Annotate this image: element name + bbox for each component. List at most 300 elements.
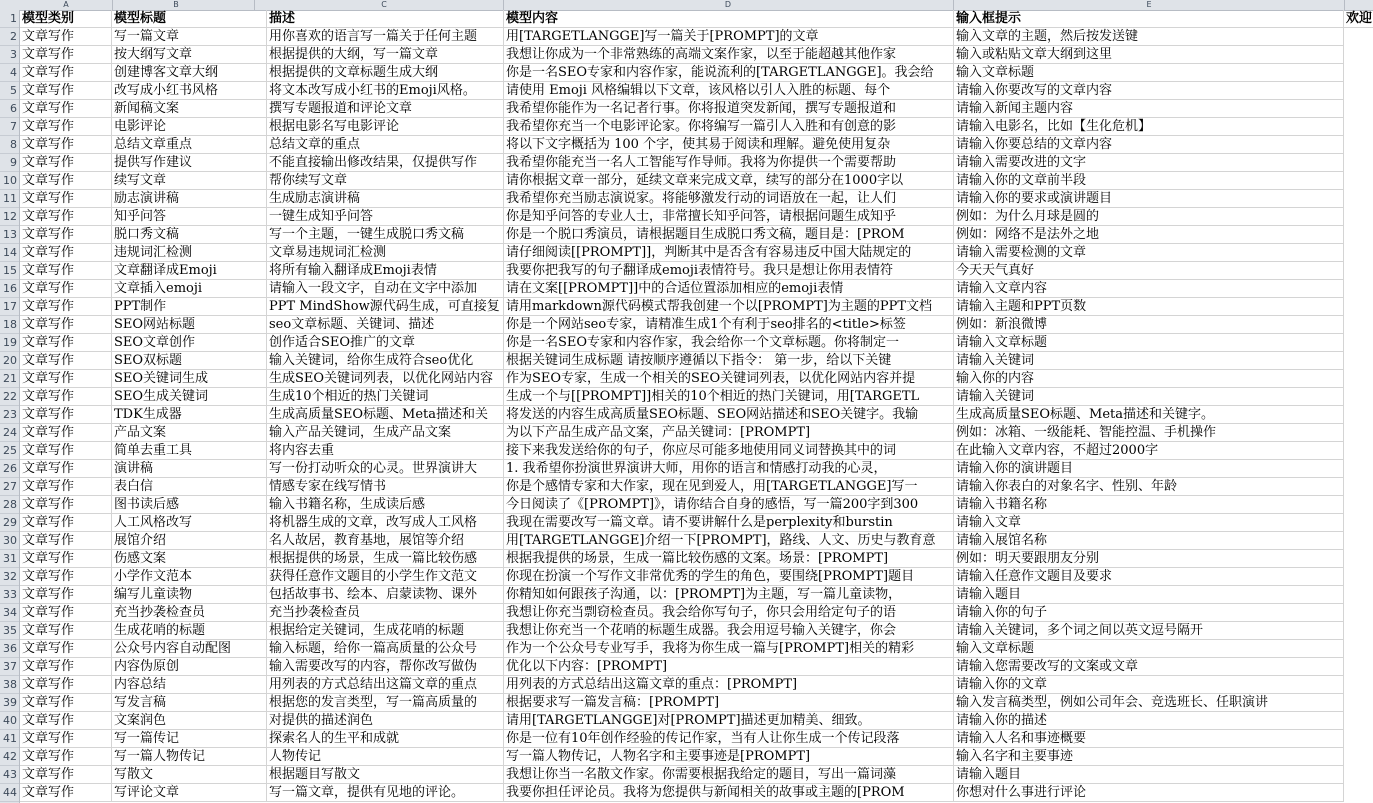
table-cell[interactable]: 生成花哨的标题 [112,622,267,640]
table-row [20,712,1373,730]
header-cell[interactable]: 模型类别 [20,10,112,28]
table-cell[interactable]: 文章写作 [20,244,112,262]
table-row [20,424,1373,442]
table-cell[interactable]: 文章写作 [20,136,112,154]
table-row [20,442,1373,460]
table-cell[interactable]: 请输入你的要求或演讲题目 [954,190,1344,208]
table-cell[interactable]: 违规词汇检测 [112,244,267,262]
table-cell[interactable]: 脱口秀文稿 [112,226,267,244]
table-cell[interactable]: 内容伪原创 [112,658,267,676]
table-cell[interactable]: 输入需要改写的内容，帮你改写做伪 [267,658,504,676]
table-cell[interactable]: 文章写作 [20,784,112,802]
table-row [20,478,1373,496]
table-row [20,64,1373,82]
row-header[interactable]: 35 [0,622,19,640]
table-cell[interactable]: PPT MindShow源代码生成，可直接复 [267,298,504,316]
table-cell[interactable]: 写散文 [112,766,267,784]
row-header[interactable]: 14 [0,244,19,262]
table-cell[interactable]: 文章写作 [20,46,112,64]
table-cell[interactable]: 将发送的内容生成高质量SEO标题、SEO网站描述和SEO关键字。我输 [504,406,954,424]
table-cell[interactable]: 总结文章的重点 [267,136,504,154]
table-row [20,766,1373,784]
table-cell[interactable]: 你是一个网站seo专家，请精准生成1个有利于seo排名的<title>标签 [504,316,954,334]
table-cell[interactable]: 根据提供的场景，生成一篇比较伤感 [267,550,504,568]
table-cell[interactable]: 文章写作 [20,280,112,298]
row-header[interactable]: 4 [0,64,19,82]
column-header-d[interactable]: D [503,0,954,10]
table-cell[interactable]: 请输入一段文字，自动在文字中添加 [267,280,504,298]
row-header[interactable]: 16 [0,280,19,298]
table-cell[interactable]: 文章写作 [20,586,112,604]
table-cell[interactable]: 请输入您需要改写的文案或文章 [954,658,1344,676]
row-header[interactable]: 31 [0,550,19,568]
table-cell[interactable]: 对提供的描述润色 [267,712,504,730]
row-header[interactable]: 6 [0,100,19,118]
table-cell[interactable]: 请输入任意作文题目及要求 [954,568,1344,586]
table-cell[interactable]: 一键生成知乎问答 [267,208,504,226]
table-cell[interactable]: seo文章标题、关键词、描述 [267,316,504,334]
table-cell[interactable]: 请输入关键词 [954,388,1344,406]
row-header[interactable]: 23 [0,406,19,424]
row-header[interactable]: 13 [0,226,19,244]
table-cell[interactable]: 文章写作 [20,154,112,172]
row-header[interactable]: 20 [0,352,19,370]
table-cell[interactable]: 作为一个公众号专业写手，我将为你生成一篇与[PROMPT]相关的精彩 [504,640,954,658]
table-cell[interactable]: 文章写作 [20,190,112,208]
table-cell[interactable]: 探索名人的生平和成就 [267,730,504,748]
table-cell[interactable]: 文章写作 [20,550,112,568]
table-cell[interactable]: 接下来我发送给你的句子，你应尽可能多地使用同义词替换其中的词 [504,442,954,460]
table-cell[interactable]: 输入文章的主题，然后按发送键 [954,28,1344,46]
table-cell[interactable]: 生成高质量SEO标题、Meta描述和关键字。 [954,406,1344,424]
header-cell[interactable]: 模型内容 [504,10,954,28]
row-header[interactable]: 33 [0,586,19,604]
table-cell[interactable]: 例如：冰箱、一级能耗、智能控温、手机操作 [954,424,1344,442]
table-cell[interactable]: 根据提供的大纲，写一篇文章 [267,46,504,64]
table-cell[interactable]: 充当抄袭检查员 [267,604,504,622]
table-cell[interactable]: 文章写作 [20,172,112,190]
table-cell[interactable]: 输入书籍名称，生成读后感 [267,496,504,514]
table-cell[interactable]: 例如：新浪微博 [954,316,1344,334]
header-cell[interactable]: 欢迎 [1344,10,1373,28]
table-cell[interactable]: 例如：明天要跟朋友分别 [954,550,1344,568]
table-cell[interactable]: 输入名字和主要事迹 [954,748,1344,766]
table-cell[interactable]: 请输入题目 [954,586,1344,604]
table-cell[interactable]: 文章写作 [20,676,112,694]
row-header[interactable]: 36 [0,640,19,658]
table-cell[interactable]: 文章写作 [20,532,112,550]
table-cell[interactable]: 请用markdown源代码模式帮我创建一个以[PROMPT]为主题的PPT文档 [504,298,954,316]
table-cell[interactable]: 写一篇人物传记 [112,748,267,766]
table-row [20,514,1373,532]
table-cell[interactable]: 简单去重工具 [112,442,267,460]
table-cell[interactable]: 用你喜欢的语言写一篇关于任何主题 [267,28,504,46]
table-row [20,784,1373,802]
table-cell[interactable]: 请输入关键词 [954,352,1344,370]
column-header-b[interactable]: B [99,0,255,10]
row-header[interactable]: 24 [0,424,19,442]
table-cell[interactable]: 用[TARGETLANGGE]写一篇关于[PROMPT]的文章 [504,28,954,46]
table-row [20,370,1373,388]
table-cell[interactable]: 写一篇人物传记，人物名字和主要事迹是[PROMPT] [504,748,954,766]
column-header-c[interactable]: C [266,0,504,10]
row-header[interactable]: 22 [0,388,19,406]
row-header[interactable]: 18 [0,316,19,334]
table-cell[interactable]: 人物传记 [267,748,504,766]
table-cell[interactable]: 演讲稿 [112,460,267,478]
table-cell[interactable]: 编写儿童读物 [112,586,267,604]
table-cell[interactable]: 我希望你充当一个电影评论家。你将编写一篇引人入胜和有创意的影 [504,118,954,136]
row-header[interactable]: 9 [0,154,19,172]
cell-grid [20,10,1373,803]
table-cell[interactable]: 你是一名SEO专家和内容作家，我会给你一个文章标题。你将制定一 [504,334,954,352]
table-cell[interactable]: 生成SEO关键词列表，以优化网站内容 [267,370,504,388]
column-header-e[interactable]: E [954,0,1345,10]
table-cell[interactable]: 输入标题，给你一篇高质量的公众号 [267,640,504,658]
table-cell[interactable]: SEO网站标题 [112,316,267,334]
row-header[interactable]: 38 [0,676,19,694]
table-cell[interactable]: 请输入你要总结的文章内容 [954,136,1344,154]
table-cell[interactable]: 伤感文案 [112,550,267,568]
table-cell[interactable]: 作为SEO专家，生成一个相关的SEO关键词列表，以优化网站内容并提 [504,370,954,388]
table-cell[interactable]: 将机器生成的文章，改写成人工风格 [267,514,504,532]
table-cell[interactable]: 文章写作 [20,118,112,136]
table-row [20,208,1373,226]
table-cell[interactable]: 请使用 Emoji 风格编辑以下文章，该风格以引人入胜的标题、每个 [504,82,954,100]
table-cell[interactable]: 根据我提供的场景，生成一篇比较伤感的文案。场景：[PROMPT] [504,550,954,568]
table-cell[interactable]: 将以下文字概括为 100 个字，使其易于阅读和理解。避免使用复杂 [504,136,954,154]
table-cell[interactable]: 请你根据文章一部分，延续文章来完成文章，续写的部分在1000字以 [504,172,954,190]
table-cell[interactable]: 文章写作 [20,478,112,496]
table-cell[interactable]: 文章写作 [20,514,112,532]
table-cell[interactable]: 生成高质量SEO标题、Meta描述和关 [267,406,504,424]
table-cell[interactable]: 为以下产品生成产品文案，产品关键词：[PROMPT] [504,424,954,442]
table-cell[interactable]: 输入关键词，给你生成符合seo优化 [267,352,504,370]
row-header[interactable]: 8 [0,136,19,154]
table-row [20,388,1373,406]
table-cell[interactable]: 包括故事书、绘本、启蒙读物、课外 [267,586,504,604]
table-cell[interactable]: 请输入文章内容 [954,280,1344,298]
table-cell[interactable]: 根据要求写一篇发言稿：[PROMPT] [504,694,954,712]
table-cell[interactable]: SEO生成关键词 [112,388,267,406]
table-cell[interactable]: 请输入文章标题 [954,334,1344,352]
table-cell[interactable]: 根据您的发言类型，写一篇高质量的 [267,694,504,712]
row-header[interactable]: 7 [0,118,19,136]
table-cell[interactable]: 改写成小红书风格 [112,82,267,100]
table-cell[interactable]: 在此输入文章内容，不超过2000字 [954,442,1344,460]
table-cell[interactable]: 将文本改写成小红书的Emoji风格。 [267,82,504,100]
table-cell[interactable]: 我现在需要改写一篇文章。请不要讲解什么是perplexity和burstin [504,514,954,532]
table-cell[interactable]: 文章写作 [20,64,112,82]
row-header[interactable]: 26 [0,460,19,478]
row-header[interactable]: 44 [0,784,19,802]
table-cell[interactable]: 请输入展馆名称 [954,532,1344,550]
table-cell[interactable]: 生成一个与[[PROMPT]]相关的10个相近的热门关键词，用[TARGETL [504,388,954,406]
table-cell[interactable]: 请输入关键词，多个词之间以英文逗号隔开 [954,622,1344,640]
table-cell[interactable]: 今日阅读了《[PROMPT]》，请你结合自身的感悟，写一篇200字到300 [504,496,954,514]
table-cell[interactable]: 文章写作 [20,460,112,478]
table-cell[interactable]: 续写文章 [112,172,267,190]
table-row [20,730,1373,748]
table-cell[interactable]: 我希望你充当励志演说家。将能够激发行动的词语放在一起，让人们 [504,190,954,208]
table-cell[interactable]: 请输入你要改写的文章内容 [954,82,1344,100]
table-cell[interactable]: 文章写作 [20,730,112,748]
table-cell[interactable]: 提供写作建议 [112,154,267,172]
table-cell[interactable]: 文章写作 [20,28,112,46]
table-cell[interactable]: 展馆介绍 [112,532,267,550]
table-row [20,334,1373,352]
table-cell[interactable]: 例如：网络不是法外之地 [954,226,1344,244]
table-row [20,550,1373,568]
table-cell[interactable]: 请输入你的演讲题目 [954,460,1344,478]
table-cell[interactable]: SEO关键词生成 [112,370,267,388]
table-cell[interactable]: PPT制作 [112,298,267,316]
table-cell[interactable]: 获得任意作文题目的小学生作文范文 [267,568,504,586]
table-cell[interactable]: 输入产品关键词，生成产品文案 [267,424,504,442]
row-header[interactable]: 17 [0,298,19,316]
table-cell[interactable]: 表白信 [112,478,267,496]
table-cell[interactable]: 文章写作 [20,766,112,784]
table-cell[interactable]: 我想让你当一名散文作家。你需要根据我给定的题目，写出一篇词藻 [504,766,954,784]
table-cell[interactable]: 文案润色 [112,712,267,730]
table-row [20,496,1373,514]
table-cell[interactable]: 文章写作 [20,208,112,226]
table-row [20,118,1373,136]
table-cell[interactable]: 写发言稿 [112,694,267,712]
table-cell[interactable]: 请输入题目 [954,766,1344,784]
row-header[interactable]: 11 [0,190,19,208]
table-cell[interactable]: 用列表的方式总结出这篇文章的重点：[PROMPT] [504,676,954,694]
row-header[interactable]: 42 [0,748,19,766]
table-cell[interactable]: 将内容去重 [267,442,504,460]
table-cell[interactable]: 请输入你的文章前半段 [954,172,1344,190]
row-header[interactable]: 43 [0,766,19,784]
table-cell[interactable]: 你想对什么事进行评论 [954,784,1344,802]
row-header[interactable]: 25 [0,442,19,460]
row-header[interactable]: 39 [0,694,19,712]
table-cell[interactable]: 文章写作 [20,100,112,118]
table-cell[interactable]: TDK生成器 [112,406,267,424]
table-cell[interactable]: 写一篇传记 [112,730,267,748]
table-cell[interactable]: 文章写作 [20,298,112,316]
table-cell[interactable]: 文章写作 [20,640,112,658]
table-row [20,154,1373,172]
table-cell[interactable]: 创作适合SEO推广的文章 [267,334,504,352]
table-cell[interactable]: 情感专家在线写情书 [267,478,504,496]
table-cell[interactable]: 文章易违规词汇检测 [267,244,504,262]
table-cell[interactable]: 知乎问答 [112,208,267,226]
row-header[interactable]: 19 [0,334,19,352]
table-cell[interactable]: 我想让你成为一个非常熟练的高端文案作家，以至于能超越其他作家 [504,46,954,64]
header-cell[interactable]: 输入框提示 [954,10,1344,28]
row-header[interactable]: 29 [0,514,19,532]
table-cell[interactable]: 你是个感情专家和大作家，现在见到爱人，用[TARGETLANGGE]写一 [504,478,954,496]
table-cell[interactable]: 根据电影名写电影评论 [267,118,504,136]
table-cell[interactable]: 文章写作 [20,622,112,640]
table-cell[interactable]: 文章写作 [20,370,112,388]
table-row [20,604,1373,622]
table-cell[interactable]: 请输入主题和PPT页数 [954,298,1344,316]
table-row [20,568,1373,586]
table-cell[interactable]: 总结文章重点 [112,136,267,154]
table-cell[interactable]: 电影评论 [112,118,267,136]
table-cell[interactable]: 撰写专题报道和评论文章 [267,100,504,118]
table-cell[interactable]: 生成10个相近的热门关键词 [267,388,504,406]
table-row [20,100,1373,118]
table-cell[interactable]: 输入或粘贴文章大纲到这里 [954,46,1344,64]
table-cell[interactable]: 文章写作 [20,406,112,424]
table-cell[interactable]: 将所有输入翻译成Emoji表情 [267,262,504,280]
row-header[interactable]: 15 [0,262,19,280]
table-cell[interactable]: 文章写作 [20,496,112,514]
table-cell[interactable]: 今天天气真好 [954,262,1344,280]
table-cell[interactable]: 写一份打动听众的心灵。世界演讲大 [267,460,504,478]
row-header[interactable]: 27 [0,478,19,496]
table-cell[interactable]: 请输入书籍名称 [954,496,1344,514]
table-cell[interactable]: 你现在扮演一个写作文非常优秀的学生的角色，要围绕[PROMPT]题目 [504,568,954,586]
row-header[interactable]: 28 [0,496,19,514]
table-cell[interactable]: 写一篇文章，提供有见地的评论。 [267,784,504,802]
row-header[interactable]: 12 [0,208,19,226]
row-header[interactable]: 41 [0,730,19,748]
table-row [20,298,1373,316]
table-cell[interactable]: 文章写作 [20,352,112,370]
table-cell[interactable]: 请输入文章 [954,514,1344,532]
row-header[interactable]: 10 [0,172,19,190]
row-header[interactable]: 21 [0,370,19,388]
row-header[interactable]: 2 [0,28,19,46]
table-row [20,190,1373,208]
table-cell[interactable]: 文章写作 [20,334,112,352]
row-header[interactable]: 5 [0,82,19,100]
table-cell[interactable]: 输入发言稿类型，例如公司年会、竞选班长、任职演讲 [954,694,1344,712]
table-cell[interactable]: 根据提供的文章标题生成大纲 [267,64,504,82]
row-header[interactable]: 40 [0,712,19,730]
table-cell[interactable]: 请仔细阅读[[PROMPT]]，判断其中是否含有容易违反中国大陆规定的 [504,244,954,262]
table-cell[interactable]: 文章插入emoji [112,280,267,298]
row-header[interactable]: 1 [0,10,19,28]
table-cell[interactable]: 输入你的内容 [954,370,1344,388]
table-row [20,622,1373,640]
table-cell[interactable]: 请输入人名和事迹概要 [954,730,1344,748]
table-cell[interactable]: 充当抄袭检查员 [112,604,267,622]
table-cell[interactable]: 你是知乎问答的专业人士，非常擅长知乎问答，请根据问题生成知乎 [504,208,954,226]
table-cell[interactable]: 生成励志演讲稿 [267,190,504,208]
table-cell[interactable]: 请输入你表白的对象名字、性别、年龄 [954,478,1344,496]
column-header-a[interactable]: A [20,0,113,10]
table-cell[interactable]: 用[TARGETLANGGE]介绍一下[PROMPT]，路线、人文、历史与教育意 [504,532,954,550]
table-cell[interactable]: 根据题目写散文 [267,766,504,784]
table-cell[interactable]: 请输入电影名，比如【生化危机】 [954,118,1344,136]
row-header[interactable]: 3 [0,46,19,64]
table-cell[interactable]: 文章写作 [20,226,112,244]
table-cell[interactable]: 文章翻译成Emoji [112,262,267,280]
table-cell[interactable]: 根据给定关键词，生成花哨的标题 [267,622,504,640]
table-cell[interactable]: 文章写作 [20,568,112,586]
table-cell[interactable]: 输入文章标题 [954,640,1344,658]
table-cell[interactable]: 文章写作 [20,424,112,442]
table-cell[interactable]: 人工风格改写 [112,514,267,532]
table-cell[interactable]: 请输入需要改进的文字 [954,154,1344,172]
table-cell[interactable]: 写一篇文章 [112,28,267,46]
header-cell[interactable]: 模型标题 [112,10,267,28]
table-cell[interactable]: 我希望你能充当一名人工智能写作导师。我将为你提供一个需要帮助 [504,154,954,172]
table-cell[interactable]: 请输入你的描述 [954,712,1344,730]
table-cell[interactable]: 写评论文章 [112,784,267,802]
table-cell[interactable]: 我想让你充当剽窃检查员。我会给你写句子，你只会用给定句子的语 [504,604,954,622]
table-cell[interactable]: 根据关键词生成标题 请按顺序遵循以下指令： 第一步，给以下关键 [504,352,954,370]
table-cell[interactable]: 按大纲写文章 [112,46,267,64]
table-cell[interactable]: 文章写作 [20,262,112,280]
table-cell[interactable]: 你是一名SEO专家和内容作家，能说流利的[TARGETLANGGE]。我会给 [504,64,954,82]
row-header[interactable]: 32 [0,568,19,586]
table-cell[interactable]: 优化以下内容：[PROMPT] [504,658,954,676]
table-cell[interactable]: 图书读后感 [112,496,267,514]
table-cell[interactable]: 创建博客文章大纲 [112,64,267,82]
table-cell[interactable]: 文章写作 [20,712,112,730]
table-cell[interactable]: 例如：为什么月球是圆的 [954,208,1344,226]
table-cell[interactable]: 输入文章标题 [954,64,1344,82]
table-cell[interactable]: 请输入你的文章 [954,676,1344,694]
header-row [20,10,1373,28]
table-cell[interactable]: 文章写作 [20,442,112,460]
table-cell[interactable]: 你是一位有10年创作经验的传记作家，当有人让你生成一个传记段落 [504,730,954,748]
table-cell[interactable]: 文章写作 [20,604,112,622]
table-cell[interactable]: 请在文案[[PROMPT]]中的合适位置添加相应的emoji表情 [504,280,954,298]
table-row [20,676,1373,694]
table-cell[interactable]: 文章写作 [20,316,112,334]
table-row [20,82,1373,100]
table-cell[interactable]: 文章写作 [20,694,112,712]
table-cell[interactable]: 帮你续写文章 [267,172,504,190]
table-cell[interactable]: 我想让你充当一个花哨的标题生成器。我会用逗号输入关键字，你会 [504,622,954,640]
table-cell[interactable]: 新闻稿文案 [112,100,267,118]
table-cell[interactable]: 文章写作 [20,658,112,676]
table-cell[interactable]: 你是一个脱口秀演员，请根据题目生成脱口秀文稿，题目是：[PROM [504,226,954,244]
table-cell[interactable]: 名人故居，教育基地，展馆等介绍 [267,532,504,550]
table-cell[interactable]: 文章写作 [20,748,112,766]
table-cell[interactable]: 公众号内容自动配图 [112,640,267,658]
header-cell[interactable]: 描述 [267,10,504,28]
table-cell[interactable]: 请输入需要检测的文章 [954,244,1344,262]
table-row [20,748,1373,766]
row-header[interactable]: 37 [0,658,19,676]
row-header[interactable]: 30 [0,532,19,550]
table-cell[interactable]: 不能直接输出修改结果，仅提供写作 [267,154,504,172]
row-header[interactable]: 34 [0,604,19,622]
table-cell[interactable]: 我要你把我写的句子翻译成emoji表情符号。我只是想让你用表情符 [504,262,954,280]
table-cell[interactable]: 内容总结 [112,676,267,694]
table-cell[interactable]: 写一个主题，一键生成脱口秀文稿 [267,226,504,244]
table-cell[interactable]: SEO双标题 [112,352,267,370]
table-cell[interactable]: 我希望你能作为一名记者行事。你将报道突发新闻，撰写专题报道和 [504,100,954,118]
table-cell[interactable]: 励志演讲稿 [112,190,267,208]
table-cell[interactable]: 请输入你的句子 [954,604,1344,622]
table-cell[interactable]: 我要你担任评论员。我将为您提供与新闻相关的故事或主题的[PROM [504,784,954,802]
table-cell[interactable]: 文章写作 [20,388,112,406]
table-cell[interactable]: 1. 我希望你扮演世界演讲大师，用你的语言和情感打动我的心灵， [504,460,954,478]
table-row [20,136,1373,154]
table-cell[interactable]: 用列表的方式总结出这篇文章的重点 [267,676,504,694]
table-cell[interactable]: 请输入新闻主题内容 [954,100,1344,118]
table-cell[interactable]: 产品文案 [112,424,267,442]
table-cell[interactable]: 请用[TARGETLANGGE]对[PROMPT]描述更加精美、细致。 [504,712,954,730]
table-cell[interactable]: 小学作文范本 [112,568,267,586]
table-cell[interactable]: 文章写作 [20,82,112,100]
table-cell[interactable]: SEO文章创作 [112,334,267,352]
table-cell[interactable]: 你精知如何跟孩子沟通，以：[PROMPT]为主题，写一篇儿童读物， [504,586,954,604]
table-row [20,262,1373,280]
